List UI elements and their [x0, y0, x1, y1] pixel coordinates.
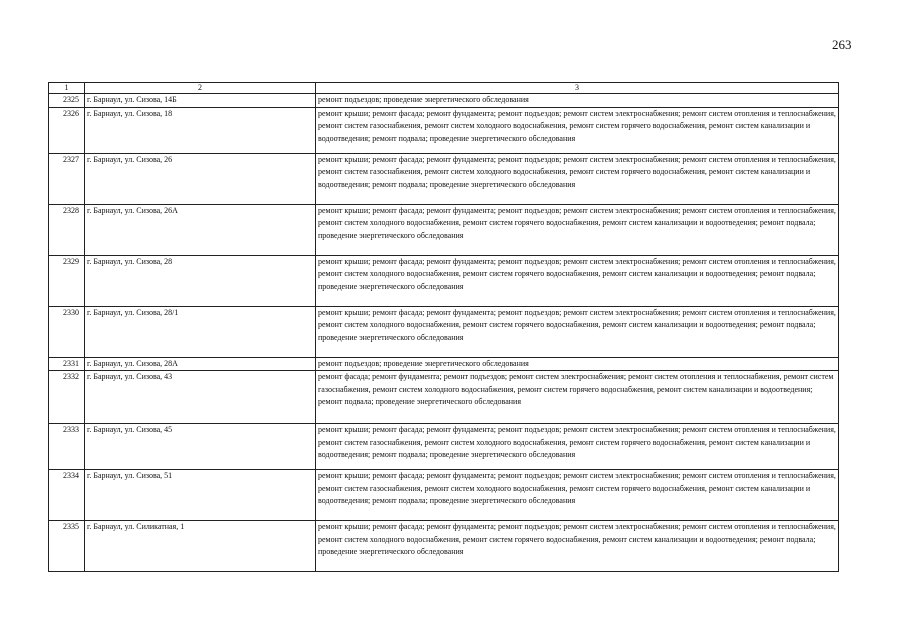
- row-number: 2330: [49, 306, 85, 357]
- table-row: [49, 255, 839, 306]
- row-address: г. Барнаул, ул. Сизова, 26: [85, 153, 316, 204]
- row-works: ремонт подъездов; проведение энергетического обследования: [316, 357, 839, 371]
- column-header-1: 1: [49, 83, 85, 94]
- page-number: 263: [832, 37, 852, 52]
- row-number: 2334: [49, 470, 85, 521]
- table-row: [49, 204, 839, 255]
- table-row: [49, 371, 839, 424]
- table-body: [49, 83, 839, 572]
- table-row: [49, 153, 839, 204]
- row-works: ремонт крыши; ремонт фасада; ремонт фундамента; ремонт подъездов; ремонт систем электроснабжения; ремонт систем отопления и теплоснабжения, ремонт систем холодного водоснабжения, ремонт систем горячего водоснабжения, ремонт систем канализации и водоотведения; ремонт подвала; проведение энергетического обследования: [316, 306, 839, 357]
- row-number: 2331: [49, 357, 85, 371]
- row-number: 2326: [49, 107, 85, 153]
- row-address: г. Барнаул, ул. Сизова, 18: [85, 107, 316, 153]
- column-header-3: 3: [316, 83, 839, 94]
- row-works: ремонт крыши; ремонт фасада; ремонт фундамента; ремонт подъездов; ремонт систем электроснабжения; ремонт систем отопления и теплоснабжения, ремонт систем холодного водоснабжения, ремонт систем горячего водоснабжения, ремонт систем канализации и водоотведения; ремонт подвала; проведение энергетического обследования: [316, 204, 839, 255]
- row-number: 2329: [49, 255, 85, 306]
- row-address: г. Барнаул, ул. Сизова, 14Б: [85, 94, 316, 108]
- row-address: г. Барнаул, ул. Сизова, 51: [85, 470, 316, 521]
- table-row: [49, 94, 839, 108]
- row-number: 2332: [49, 371, 85, 424]
- row-works: ремонт крыши; ремонт фасада; ремонт фундамента; ремонт подъездов; ремонт систем электроснабжения; ремонт систем отопления и теплоснабжения, ремонт систем газоснабжения, ремонт систем холодного водоснабжения, ремонт систем горячего водоснабжения, ремонт систем канализации и водоотведения; ремонт подвала; проведение энергетического обследования: [316, 470, 839, 521]
- row-address: г. Барнаул, ул. Сизова, 45: [85, 424, 316, 470]
- row-works: ремонт крыши; ремонт фасада; ремонт фундамента; ремонт подъездов; ремонт систем электроснабжения; ремонт систем отопления и теплоснабжения, ремонт систем холодного водоснабжения, ремонт систем горячего водоснабжения, ремонт систем канализации и водоотведения; ремонт подвала; проведение энергетического обследования: [316, 255, 839, 306]
- table-row: [49, 357, 839, 371]
- table-row: [49, 521, 839, 572]
- row-number: 2325: [49, 94, 85, 108]
- row-address: г. Барнаул, ул. Сизова, 28А: [85, 357, 316, 371]
- row-number: 2333: [49, 424, 85, 470]
- table-row: [49, 107, 839, 153]
- row-works: ремонт фасада; ремонт фундамента; ремонт подъездов; ремонт систем электроснабжения; ремонт систем отопления и теплоснабжения, ремонт систем газоснабжения, ремонт систем холодного водоснабжения, ремонт систем горячего водоснабжения, ремонт систем канализации и водоотведения; ремонт подвала; проведение энергетического обследования: [316, 371, 839, 424]
- row-works: ремонт подъездов; проведение энергетического обследования: [316, 94, 839, 108]
- table-header-row: [49, 83, 839, 94]
- column-header-2: 2: [85, 83, 316, 94]
- row-address: г. Барнаул, ул. Сизова, 26А: [85, 204, 316, 255]
- row-address: г. Барнаул, ул. Сизова, 28: [85, 255, 316, 306]
- table-row: [49, 470, 839, 521]
- row-address: г. Барнаул, ул. Силикатная, 1: [85, 521, 316, 572]
- row-works: ремонт крыши; ремонт фасада; ремонт фундамента; ремонт подъездов; ремонт систем электроснабжения; ремонт систем отопления и теплоснабжения, ремонт систем газоснабжения, ремонт систем холодного водоснабжения, ремонт систем горячего водоснабжения, ремонт систем канализации и водоотведения; ремонт подвала; проведение энергетического обследования: [316, 424, 839, 470]
- row-works: ремонт крыши; ремонт фасада; ремонт фундамента; ремонт подъездов; ремонт систем электроснабжения; ремонт систем отопления и теплоснабжения, ремонт систем холодного водоснабжения, ремонт систем горячего водоснабжения, ремонт систем канализации и водоотведения; ремонт подвала; проведение энергетического обследования: [316, 521, 839, 572]
- row-number: 2327: [49, 153, 85, 204]
- table-row: [49, 424, 839, 470]
- row-address: г. Барнаул, ул. Сизова, 43: [85, 371, 316, 424]
- table-row: [49, 306, 839, 357]
- repair-table: [48, 82, 839, 572]
- row-works: ремонт крыши; ремонт фасада; ремонт фундамента; ремонт подъездов; ремонт систем электроснабжения; ремонт систем отопления и теплоснабжения, ремонт систем газоснабжения, ремонт систем холодного водоснабжения, ремонт систем горячего водоснабжения, ремонт систем канализации и водоотведения; ремонт подвала; проведение энергетического обследования: [316, 107, 839, 153]
- row-works: ремонт крыши; ремонт фасада; ремонт фундамента; ремонт подъездов; ремонт систем электроснабжения; ремонт систем отопления и теплоснабжения, ремонт систем газоснабжения, ремонт систем холодного водоснабжения, ремонт систем горячего водоснабжения, ремонт систем канализации и водоотведения; ремонт подвала; проведение энергетического обследования: [316, 153, 839, 204]
- row-address: г. Барнаул, ул. Сизова, 28/1: [85, 306, 316, 357]
- row-number: 2335: [49, 521, 85, 572]
- row-number: 2328: [49, 204, 85, 255]
